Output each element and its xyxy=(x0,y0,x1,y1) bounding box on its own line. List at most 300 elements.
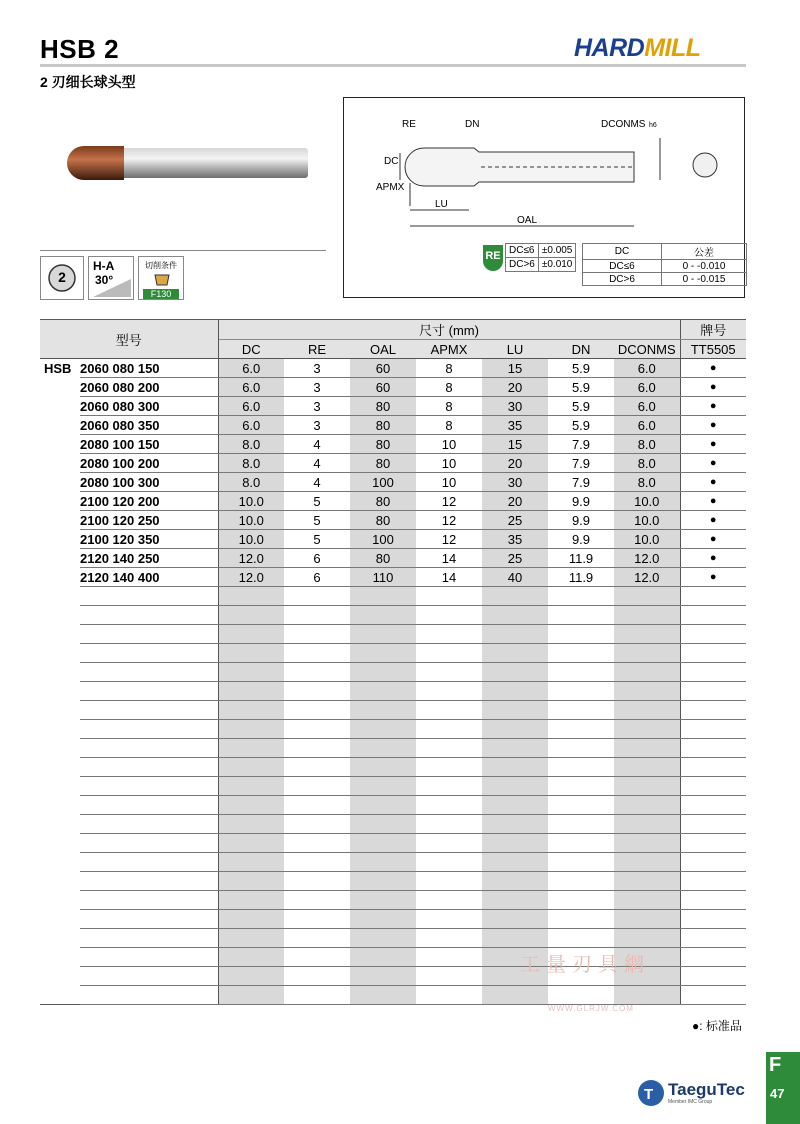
value-cell: 60 xyxy=(350,378,416,397)
table-row[interactable] xyxy=(40,397,746,416)
blank-cell xyxy=(80,796,218,815)
re-tol-val-2: ±0.010 xyxy=(538,258,576,272)
blank-cell xyxy=(284,644,350,663)
value-cell: 15 xyxy=(482,435,548,454)
value-cell: 8.0 xyxy=(218,435,284,454)
re-tol-cond-2: DC>6 xyxy=(506,258,539,272)
blank-row xyxy=(40,777,746,796)
blank-cell xyxy=(614,872,680,891)
blank-cell xyxy=(80,986,218,1005)
blank-cell xyxy=(548,853,614,872)
blank-cell xyxy=(680,967,746,986)
blank-cell xyxy=(416,587,482,606)
blank-cell xyxy=(40,796,80,815)
blank-cell xyxy=(680,701,746,720)
value-cell: 12 xyxy=(416,530,482,549)
model-code: 2060 080 200 xyxy=(80,378,218,397)
value-cell: 6 xyxy=(284,568,350,587)
blank-cell xyxy=(416,853,482,872)
blank-cell xyxy=(218,910,284,929)
blank-cell xyxy=(614,777,680,796)
blank-cell xyxy=(482,910,548,929)
blank-cell xyxy=(482,815,548,834)
blank-cell xyxy=(482,739,548,758)
value-cell: 3 xyxy=(284,397,350,416)
blank-cell xyxy=(284,663,350,682)
blank-cell xyxy=(614,720,680,739)
hardmill-logo xyxy=(574,34,701,63)
blank-cell xyxy=(482,587,548,606)
value-cell: 80 xyxy=(350,492,416,511)
blank-cell xyxy=(40,891,80,910)
re-badge: RE xyxy=(483,245,503,271)
value-cell: 20 xyxy=(482,378,548,397)
blank-cell xyxy=(548,663,614,682)
value-cell: 11.9 xyxy=(548,568,614,587)
value-cell: 5.9 xyxy=(548,378,614,397)
blank-cell xyxy=(80,834,218,853)
blank-cell xyxy=(416,986,482,1005)
watermark: 工量刃具網 xyxy=(520,954,650,976)
blank-cell xyxy=(218,720,284,739)
value-cell: 5 xyxy=(284,492,350,511)
blank-cell xyxy=(350,587,416,606)
blank-cell xyxy=(614,986,680,1005)
blank-cell xyxy=(80,910,218,929)
blank-row xyxy=(40,910,746,929)
taegutec-logo-icon xyxy=(636,1078,666,1108)
value-cell: 7.9 xyxy=(548,435,614,454)
grade-name-header: TT5505 xyxy=(680,340,746,359)
value-cell: 10 xyxy=(416,454,482,473)
standard-mark: ● xyxy=(680,511,746,530)
dimension-diagram xyxy=(344,98,744,238)
blank-row xyxy=(40,986,746,1005)
blank-cell xyxy=(416,606,482,625)
blank-cell xyxy=(680,720,746,739)
blank-cell xyxy=(218,834,284,853)
blank-cell xyxy=(680,815,746,834)
helix-value: 30° xyxy=(95,273,114,287)
blank-cell xyxy=(482,872,548,891)
model-code: 2080 100 300 xyxy=(80,473,218,492)
blank-row xyxy=(40,815,746,834)
table-row[interactable] xyxy=(40,473,746,492)
blank-cell xyxy=(284,587,350,606)
blank-cell xyxy=(680,986,746,1005)
blank-cell xyxy=(614,701,680,720)
blank-cell xyxy=(80,853,218,872)
blank-cell xyxy=(40,815,80,834)
blank-cell xyxy=(218,587,284,606)
blank-cell xyxy=(80,929,218,948)
blank-cell xyxy=(284,967,350,986)
blank-cell xyxy=(284,853,350,872)
standard-mark: ● xyxy=(680,397,746,416)
blank-row xyxy=(40,587,746,606)
blank-cell xyxy=(548,777,614,796)
prefix-cell: HSB xyxy=(44,360,72,376)
blank-cell xyxy=(40,777,80,796)
blank-cell xyxy=(218,929,284,948)
model-code: 2100 120 250 xyxy=(80,511,218,530)
value-cell: 8 xyxy=(416,416,482,435)
blank-cell xyxy=(350,872,416,891)
value-cell: 9.9 xyxy=(548,511,614,530)
blank-row xyxy=(40,872,746,891)
blank-cell xyxy=(614,891,680,910)
model-code: 2100 120 350 xyxy=(80,530,218,549)
value-cell: 80 xyxy=(350,511,416,530)
label-apmx: APMX xyxy=(376,182,405,193)
blank-cell xyxy=(548,682,614,701)
blank-cell xyxy=(284,701,350,720)
value-cell: 12 xyxy=(416,492,482,511)
blank-row xyxy=(40,796,746,815)
blank-cell xyxy=(416,644,482,663)
blank-cell xyxy=(218,663,284,682)
tool-ball-head xyxy=(67,146,124,180)
blank-cell xyxy=(350,967,416,986)
blank-cell xyxy=(284,834,350,853)
blank-cell xyxy=(416,758,482,777)
blank-cell xyxy=(284,929,350,948)
value-cell: 10.0 xyxy=(614,530,680,549)
blank-cell xyxy=(80,872,218,891)
blank-cell xyxy=(614,644,680,663)
blank-cell xyxy=(350,739,416,758)
blank-row xyxy=(40,701,746,720)
blank-cell xyxy=(40,967,80,986)
value-cell: 9.9 xyxy=(548,530,614,549)
value-cell: 7.9 xyxy=(548,454,614,473)
value-cell: 110 xyxy=(350,568,416,587)
value-cell: 14 xyxy=(416,568,482,587)
value-cell: 10 xyxy=(416,473,482,492)
table-row[interactable] xyxy=(40,359,746,378)
blank-cell xyxy=(218,682,284,701)
model-code: 2060 080 350 xyxy=(80,416,218,435)
blank-cell xyxy=(350,682,416,701)
value-cell: 5 xyxy=(284,530,350,549)
section-tab xyxy=(766,1052,800,1124)
blank-cell xyxy=(40,929,80,948)
model-code: 2120 140 400 xyxy=(80,568,218,587)
blank-cell xyxy=(548,606,614,625)
blank-cell xyxy=(416,929,482,948)
blank-cell xyxy=(416,815,482,834)
value-cell: 7.9 xyxy=(548,473,614,492)
table-header-row xyxy=(40,320,746,340)
logo-mill: MILL xyxy=(644,34,701,62)
table-row[interactable] xyxy=(40,511,746,530)
label-lu: LU xyxy=(435,199,448,210)
blank-cell xyxy=(80,777,218,796)
blank-cell xyxy=(614,910,680,929)
value-cell: 80 xyxy=(350,549,416,568)
value-cell: 25 xyxy=(482,549,548,568)
column-header: DC xyxy=(218,340,284,359)
blank-cell xyxy=(40,739,80,758)
blank-cell xyxy=(614,606,680,625)
cutting-conditions-icon[interactable] xyxy=(138,256,184,300)
model-code: 2120 140 250 xyxy=(80,549,218,568)
prefix-cell xyxy=(40,473,80,492)
cutting-code: F130 xyxy=(143,289,179,299)
blank-cell xyxy=(482,929,548,948)
prefix-cell xyxy=(40,397,80,416)
grade-header: 牌号 xyxy=(680,320,746,340)
blank-cell xyxy=(80,606,218,625)
value-cell: 4 xyxy=(284,454,350,473)
blank-cell xyxy=(614,587,680,606)
blank-cell xyxy=(548,720,614,739)
table-row[interactable] xyxy=(40,454,746,473)
prefix-cell xyxy=(40,568,80,587)
blank-cell xyxy=(284,872,350,891)
insert-icon xyxy=(153,273,171,287)
blank-cell xyxy=(40,758,80,777)
blank-cell xyxy=(284,777,350,796)
blank-cell xyxy=(80,701,218,720)
label-dc: DC xyxy=(384,156,399,167)
blank-cell xyxy=(284,815,350,834)
blank-cell xyxy=(218,891,284,910)
prefix-cell xyxy=(40,492,80,511)
flute-count: 2 xyxy=(58,269,66,285)
blank-cell xyxy=(482,701,548,720)
blank-cell xyxy=(548,986,614,1005)
blank-cell xyxy=(350,986,416,1005)
value-cell: 40 xyxy=(482,568,548,587)
blank-cell xyxy=(548,644,614,663)
value-cell: 4 xyxy=(284,435,350,454)
blank-cell xyxy=(40,644,80,663)
model-code: 2080 100 150 xyxy=(80,435,218,454)
value-cell: 30 xyxy=(482,473,548,492)
value-cell: 6.0 xyxy=(218,416,284,435)
table-row[interactable] xyxy=(40,416,746,435)
blank-cell xyxy=(548,625,614,644)
blank-row xyxy=(40,682,746,701)
blank-cell xyxy=(40,910,80,929)
blank-cell xyxy=(284,625,350,644)
blank-cell xyxy=(416,739,482,758)
dc-tol-header: DC xyxy=(583,244,662,260)
blank-cell xyxy=(614,739,680,758)
value-cell: 8.0 xyxy=(218,454,284,473)
blank-cell xyxy=(350,777,416,796)
table-row[interactable] xyxy=(40,530,746,549)
blank-cell xyxy=(80,758,218,777)
blank-row xyxy=(40,891,746,910)
blank-cell xyxy=(350,891,416,910)
blank-cell xyxy=(416,910,482,929)
blank-cell xyxy=(40,682,80,701)
blank-cell xyxy=(40,853,80,872)
table-row[interactable] xyxy=(40,549,746,568)
label-oal: OAL xyxy=(517,215,538,226)
value-cell: 10.0 xyxy=(218,530,284,549)
blank-cell xyxy=(548,834,614,853)
value-cell: 6 xyxy=(284,549,350,568)
tol-header: 公差 xyxy=(662,244,747,260)
label-dconms-tol: h6 xyxy=(649,122,657,129)
value-cell: 80 xyxy=(350,416,416,435)
value-cell: 10.0 xyxy=(614,492,680,511)
blank-cell xyxy=(680,606,746,625)
blank-cell xyxy=(680,910,746,929)
title-divider xyxy=(40,64,746,67)
blank-cell xyxy=(40,701,80,720)
re-tol-val-1: ±0.005 xyxy=(538,244,576,258)
tool-photo xyxy=(62,140,312,185)
blank-cell xyxy=(680,739,746,758)
cutting-label: 切削条件 xyxy=(145,261,177,270)
model-code: 2060 080 300 xyxy=(80,397,218,416)
svg-text:T: T xyxy=(644,1086,654,1103)
blank-cell xyxy=(482,606,548,625)
value-cell: 8 xyxy=(416,378,482,397)
blank-cell xyxy=(350,663,416,682)
blank-cell xyxy=(218,739,284,758)
blank-cell xyxy=(350,701,416,720)
value-cell: 8 xyxy=(416,397,482,416)
blank-cell xyxy=(482,758,548,777)
blank-cell xyxy=(548,910,614,929)
standard-mark: ● xyxy=(680,568,746,587)
dc-tol-cond-1: DC≤6 xyxy=(583,260,662,273)
blank-cell xyxy=(40,720,80,739)
table-row[interactable] xyxy=(40,492,746,511)
blank-cell xyxy=(482,625,548,644)
blank-row xyxy=(40,929,746,948)
dims-header: 尺寸 (mm) xyxy=(218,320,680,340)
value-cell: 8.0 xyxy=(614,435,680,454)
blank-cell xyxy=(614,853,680,872)
blank-cell xyxy=(416,625,482,644)
blank-cell xyxy=(416,872,482,891)
blank-cell xyxy=(284,986,350,1005)
blank-cell xyxy=(218,606,284,625)
blank-cell xyxy=(218,872,284,891)
blank-cell xyxy=(548,701,614,720)
blank-cell xyxy=(680,644,746,663)
blank-cell xyxy=(350,758,416,777)
prefix-cell xyxy=(40,530,80,549)
prefix-cell xyxy=(40,435,80,454)
value-cell: 80 xyxy=(350,435,416,454)
blank-cell xyxy=(614,682,680,701)
blank-cell xyxy=(284,682,350,701)
value-cell: 100 xyxy=(350,473,416,492)
value-cell: 10.0 xyxy=(218,511,284,530)
blank-cell xyxy=(40,625,80,644)
blank-cell xyxy=(482,834,548,853)
blank-cell xyxy=(416,720,482,739)
value-cell: 8.0 xyxy=(614,473,680,492)
value-cell: 5.9 xyxy=(548,416,614,435)
blank-cell xyxy=(218,701,284,720)
blank-cell xyxy=(80,625,218,644)
table-row[interactable] xyxy=(40,435,746,454)
blank-cell xyxy=(218,644,284,663)
blank-cell xyxy=(680,587,746,606)
blank-cell xyxy=(350,853,416,872)
table-row[interactable] xyxy=(40,378,746,397)
column-header: DCONMS xyxy=(614,340,680,359)
page-subtitle: 2 刃细长球头型 xyxy=(40,74,136,90)
blank-cell xyxy=(218,986,284,1005)
label-dconms: DCONMS xyxy=(601,119,646,130)
blank-cell xyxy=(416,777,482,796)
value-cell: 3 xyxy=(284,416,350,435)
blank-cell xyxy=(416,948,482,967)
model-code: 2060 080 150 xyxy=(80,359,218,378)
value-cell: 12.0 xyxy=(218,549,284,568)
section-letter: F xyxy=(769,1054,782,1076)
value-cell: 14 xyxy=(416,549,482,568)
blank-cell xyxy=(548,929,614,948)
blank-cell xyxy=(548,758,614,777)
model-code: 2100 120 200 xyxy=(80,492,218,511)
blank-cell xyxy=(614,625,680,644)
value-cell: 12.0 xyxy=(614,568,680,587)
value-cell: 35 xyxy=(482,530,548,549)
blank-cell xyxy=(80,682,218,701)
blank-row xyxy=(40,606,746,625)
blank-cell xyxy=(80,587,218,606)
flute-count-icon xyxy=(40,256,84,300)
value-cell: 5.9 xyxy=(548,397,614,416)
value-cell: 6.0 xyxy=(218,359,284,378)
blank-cell xyxy=(482,663,548,682)
value-cell: 8 xyxy=(416,359,482,378)
blank-cell xyxy=(218,815,284,834)
blank-cell xyxy=(416,834,482,853)
blank-cell xyxy=(680,777,746,796)
blank-row xyxy=(40,644,746,663)
standard-mark: ● xyxy=(680,454,746,473)
tool-shank xyxy=(102,148,308,178)
table-row[interactable] xyxy=(40,568,746,587)
value-cell: 6.0 xyxy=(614,397,680,416)
blank-cell xyxy=(680,796,746,815)
value-cell: 12.0 xyxy=(614,549,680,568)
blank-cell xyxy=(680,929,746,948)
blank-cell xyxy=(416,967,482,986)
value-cell: 8.0 xyxy=(218,473,284,492)
blank-cell xyxy=(416,796,482,815)
prefix-cell xyxy=(40,549,80,568)
prefix-cell xyxy=(40,454,80,473)
blank-cell xyxy=(80,815,218,834)
value-cell: 4 xyxy=(284,473,350,492)
standard-mark: ● xyxy=(680,473,746,492)
label-re: RE xyxy=(402,119,416,130)
blank-cell xyxy=(350,720,416,739)
blank-cell xyxy=(284,910,350,929)
blank-cell xyxy=(482,682,548,701)
value-cell: 30 xyxy=(482,397,548,416)
blank-cell xyxy=(482,777,548,796)
blank-cell xyxy=(614,929,680,948)
column-header: APMX xyxy=(416,340,482,359)
blank-row xyxy=(40,853,746,872)
blank-row xyxy=(40,625,746,644)
blank-cell xyxy=(680,853,746,872)
blank-cell xyxy=(482,796,548,815)
